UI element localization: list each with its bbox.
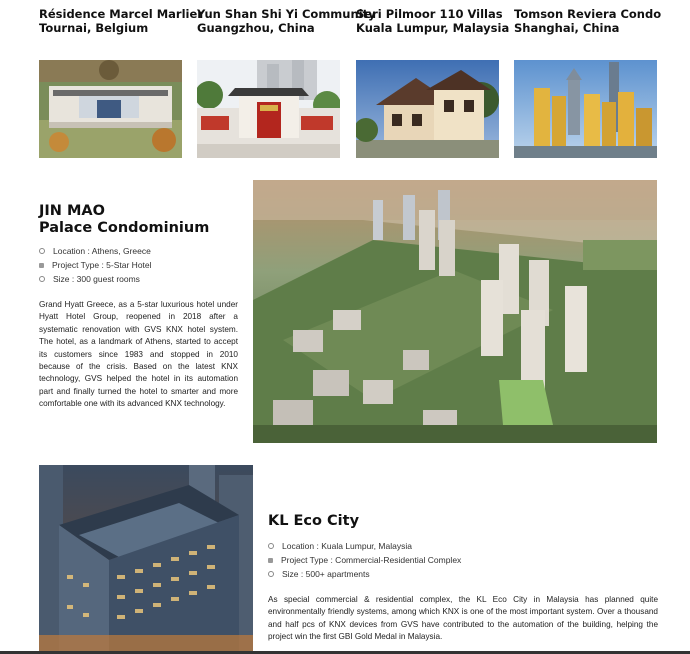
jin-mao-location — [39, 244, 152, 258]
jin-mao-description: Grand Hyatt Greece, as a 5-star luxurious hotel under Hyatt Hotel Group, reopened in 2018 after a systematic renovation with GVS KNX hotel system. The hotel, as a landmark of Athens, started to accept its customers since 1983 and stopped in 2010 because of the crisis. Based on the latest KNX technology, GVS helped the hotel in its automation part and finally turned the hotel to smarter and more comfortable one with its advanced KNX technology. — [39, 300, 238, 409]
kl-eco-info-list — [268, 539, 461, 581]
project-name: Yun Shan Shi Yi Community — [197, 7, 376, 21]
kl-eco-title: KL Eco City — [268, 513, 360, 529]
jin-mao-title-line1: JIN MAO — [39, 203, 105, 219]
kl-eco-size — [268, 567, 461, 581]
project-yun-shan — [197, 7, 376, 35]
project-place: Tournai, Belgium — [39, 21, 149, 35]
project-place: Shanghai, China — [514, 21, 620, 35]
location-pin-icon — [268, 543, 274, 549]
project-seri-pilmoor — [356, 7, 510, 35]
jin-mao-title — [39, 203, 209, 237]
tower-rendering — [39, 465, 253, 651]
jin-mao-size — [39, 272, 152, 286]
project-name: Seri Pilmoor 110 Villas — [356, 7, 503, 21]
kl-eco-project-type — [268, 553, 461, 567]
jin-mao-size-text: Size : 300 guest rooms — [53, 274, 140, 284]
size-icon — [268, 571, 274, 577]
project-marcel-marlier — [39, 7, 203, 35]
project-place: Guangzhou, China — [197, 21, 315, 35]
jin-mao-project-type-text: Project Type : 5-Star Hotel — [52, 260, 152, 270]
kl-eco-location — [268, 539, 461, 553]
project-name: Tomson Reviera Condo — [514, 7, 662, 21]
jin-mao-info-list — [39, 244, 152, 286]
project-place: Kuala Lumpur, Malaysia — [356, 21, 510, 35]
project-name: Résidence Marcel Marlier — [39, 7, 203, 21]
kl-eco-size-text: Size : 500+ apartments — [282, 569, 370, 579]
jin-mao-project-type — [39, 258, 152, 272]
skyline-photo — [514, 60, 657, 158]
size-icon — [39, 276, 45, 282]
aerial-city-rendering — [253, 180, 657, 443]
location-pin-icon — [39, 248, 45, 254]
building-courtyard-photo — [39, 60, 182, 158]
building-icon — [268, 558, 273, 563]
jin-mao-location-text: Location : Athens, Greece — [53, 246, 151, 256]
jin-mao-title-line2: Palace Condominium — [39, 220, 210, 236]
kl-eco-project-type-text: Project Type : Commercial-Residential Complex — [281, 555, 462, 565]
villa-photo — [356, 60, 499, 158]
kl-eco-location-text: Location : Kuala Lumpur, Malaysia — [282, 541, 412, 551]
building-icon — [39, 263, 44, 268]
chinese-gate-photo — [197, 60, 340, 158]
project-tomson-reviera — [514, 7, 664, 35]
kl-eco-description: As special commercial & residential complex, the KL Eco City in Malaysia has planned quite environmentally friendly systems, among which KNX is one of the most important system. Over a thousand and half pcs of KNX devices from GVS have contributed to the automation of the building, helping the project win the first GBI Gold Medal in Malaysia. — [268, 595, 658, 642]
